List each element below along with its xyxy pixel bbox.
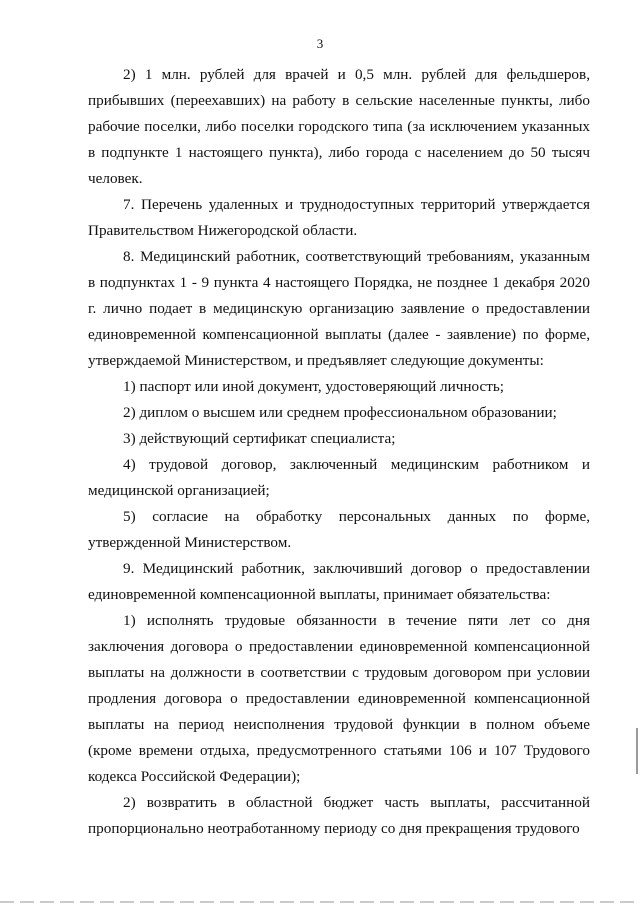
paragraph-8-item-4: 4) трудовой договор, заключенный медицинским работником и медицинской организацией; — [88, 456, 590, 499]
paragraph-8-item-3: 3) действующий сертификат специалиста; — [123, 430, 396, 447]
paragraph-8-item-5: 5) согласие на обработку персональных данных по форме, утвержденной Министерством. — [88, 508, 590, 551]
paragraph-8: 8. Медицинский работник, соответствующий требованиям, указанным в подпунктах 1 - 9 пункта 4 настоящего Порядка, не позднее 1 декабря 2020 г. лично подает в медицинскую организацию заявление о предоставлении единовременной компенсационной выплаты (далее - заявление) по форме, утверждаемой Министерством, и предъявляет следующие документы: — [88, 248, 590, 369]
scan-edge-mark — [636, 728, 638, 774]
document-body — [88, 62, 590, 842]
paragraph-6-2: 2) 1 млн. рублей для врачей и 0,5 млн. рублей для фельдшеров, прибывших (переехавших) на работу в сельские населенные пункты, либо рабочие поселки, либо поселки городского типа (за исключением указанных в подпункте 1 настоящего пункта), либо города с населением до 50 тысяч человек. — [88, 66, 590, 187]
paragraph-9-item-2: 2) возвратить в областной бюджет часть выплаты, рассчитанной пропорционально неотработанному периоду со дня прекращения трудового — [88, 794, 590, 837]
paragraph-9-item-1: 1) исполнять трудовые обязанности в течение пяти лет со дня заключения договора о предоставлении единовременной компенсационной выплаты на должности в соответствии с трудовым договором при условии продления договора о предоставлении единовременной компенсационной выплаты на период неисполнения трудовой функции в полном объеме (кроме времени отдыха, предусмотренного статьями 106 и 107 Трудового кодекса Российской Федерации); — [88, 612, 590, 785]
paragraph-7: 7. Перечень удаленных и труднодоступных территорий утверждается Правительством Нижегородской области. — [88, 196, 590, 239]
paragraph-8-item-1: 1) паспорт или иной документ, удостоверяющий личность; — [123, 378, 505, 395]
page-number: 3 — [316, 36, 324, 51]
paragraph-9: 9. Медицинский работник, заключивший договор о предоставлении единовременной компенсационной выплаты, принимает обязательства: — [88, 560, 590, 603]
paragraph-8-item-2: 2) диплом о высшем или среднем профессиональном образовании; — [123, 404, 557, 421]
scan-bottom-artifact — [0, 901, 640, 903]
